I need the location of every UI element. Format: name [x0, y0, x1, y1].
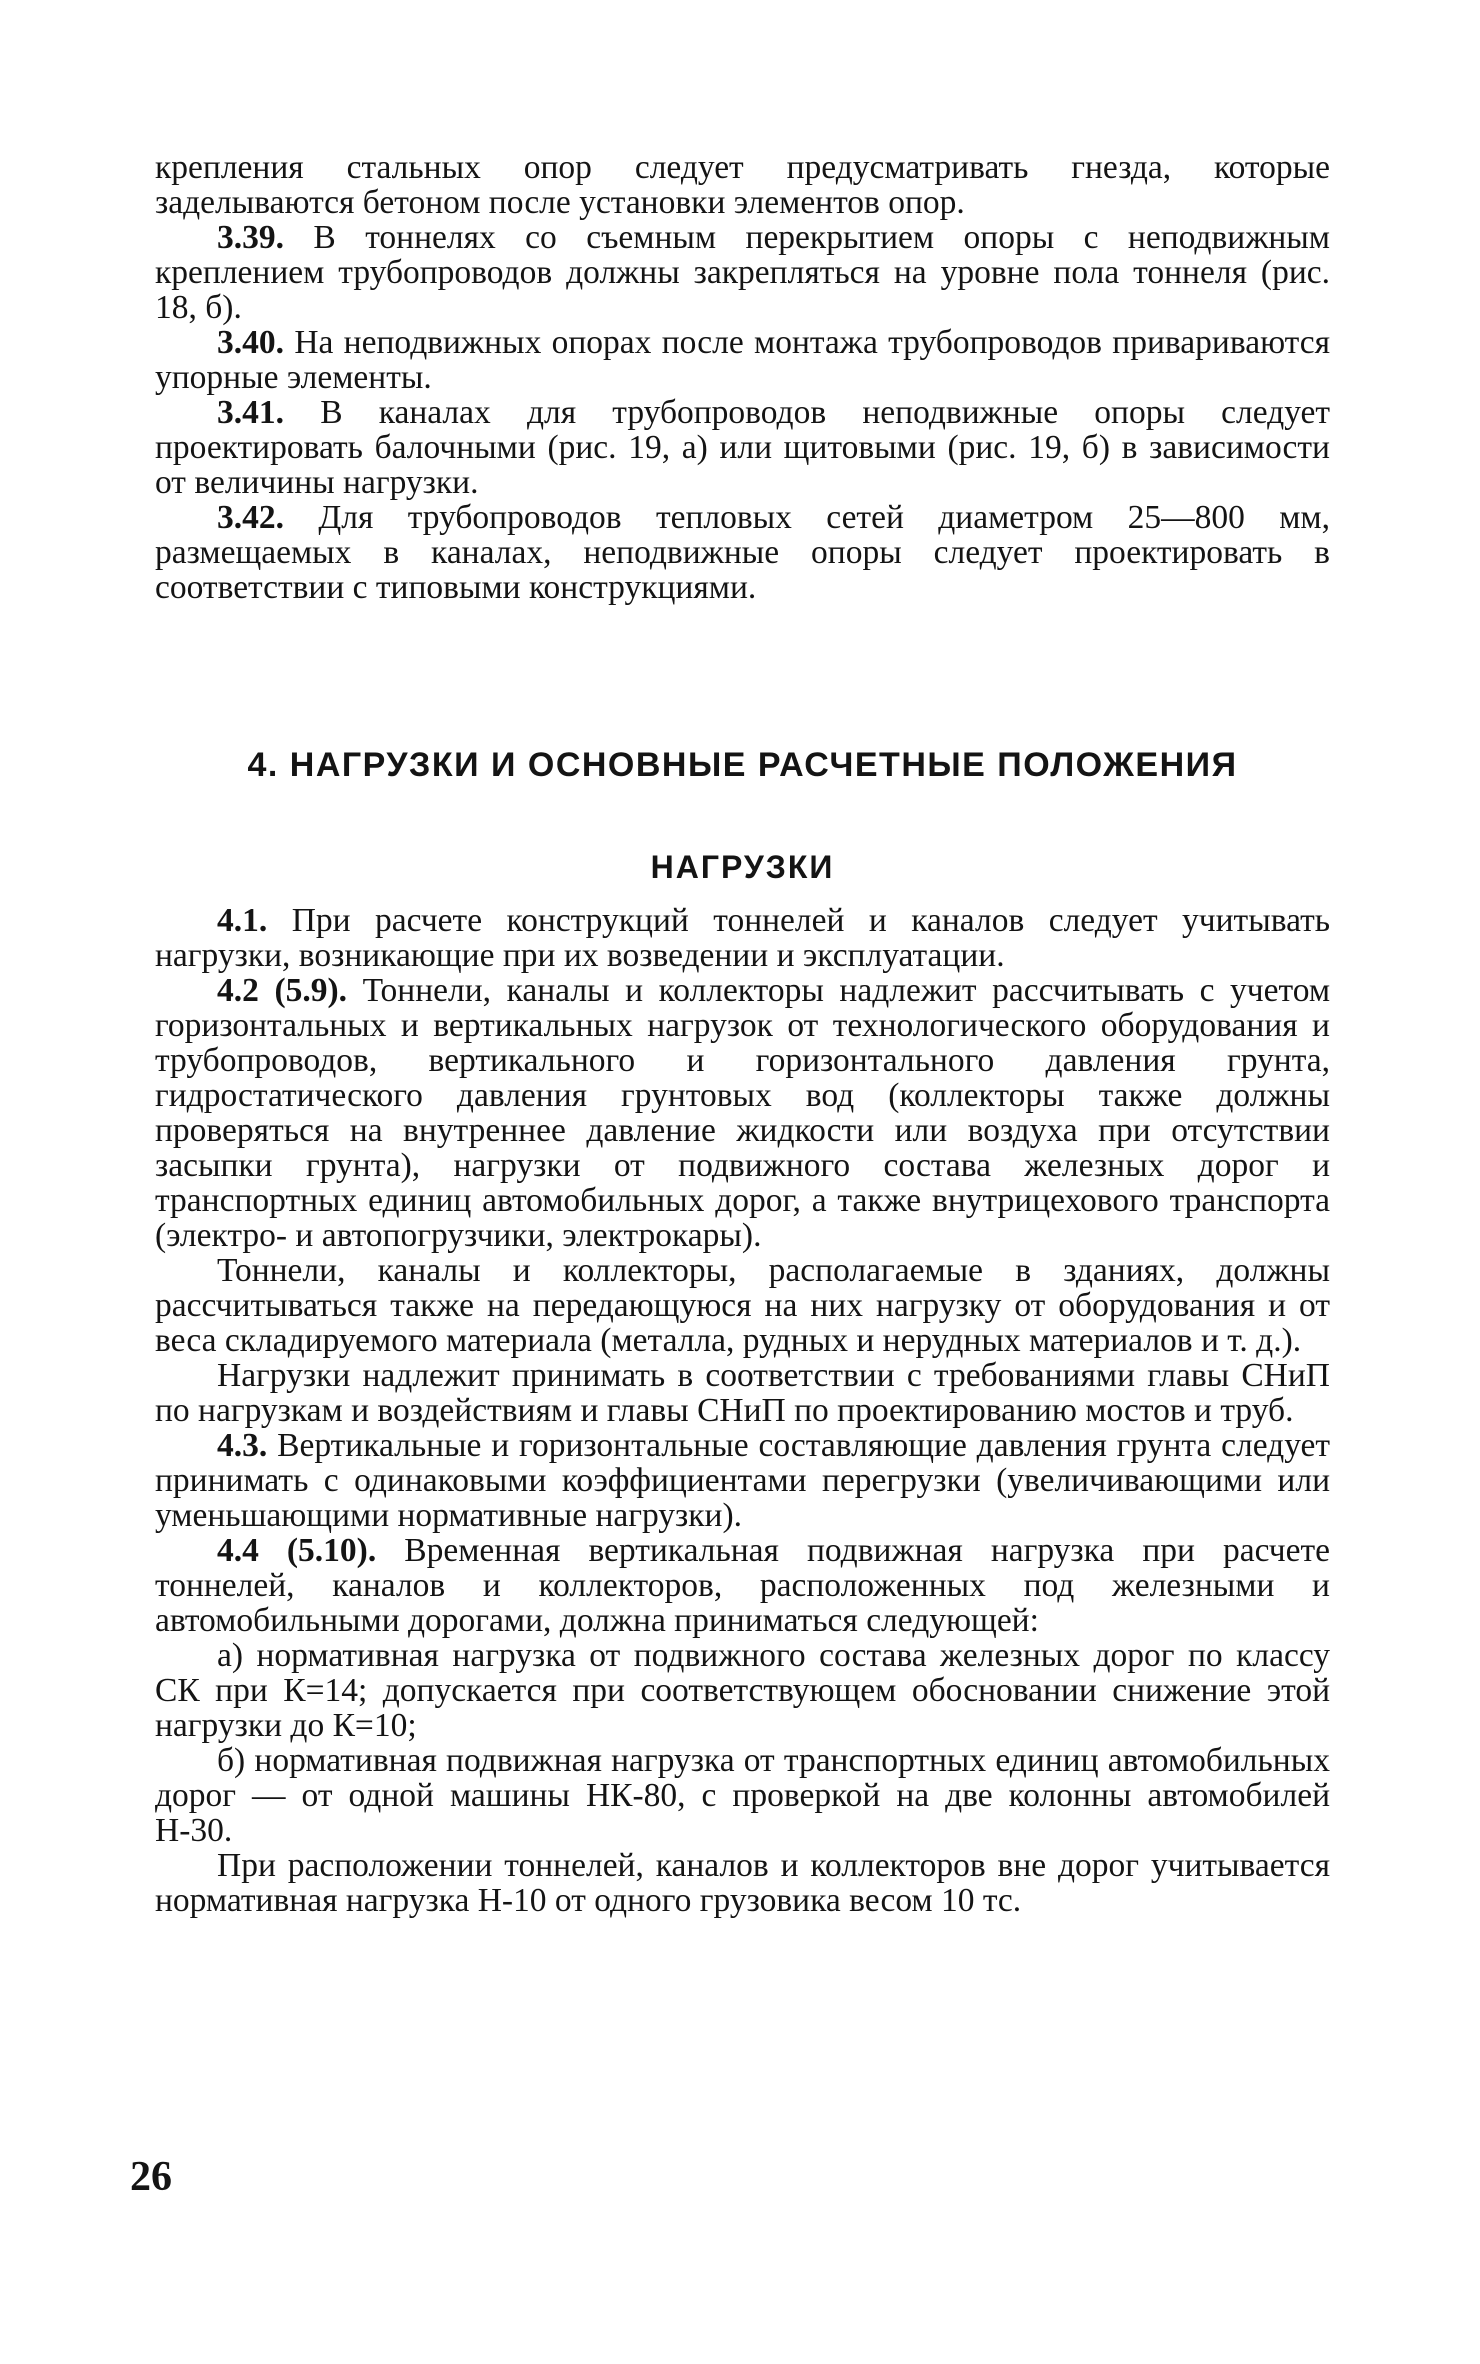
clause-text: В тоннелях со съемным перекрытием опоры с неподвижным креплением трубопроводов должны закрепляться на уровне пола тоннеля (рис. 18, б). [155, 219, 1330, 326]
clause-text: Вертикальные и горизонтальные составляющие давления грунта следует принимать с одинаковыми коэффициентами перегрузки (увеличивающими или уменьшающими нормативные нагрузки). [155, 1427, 1331, 1534]
page-number: 26 [130, 2154, 172, 2200]
clause-number: 4.3. [217, 1427, 268, 1464]
chapter-title: 4. НАГРУЗКИ И ОСНОВНЫЕ РАСЧЕТНЫЕ ПОЛОЖЕНИЯ [247, 746, 1238, 784]
clause-number: 4.4 (5.10). [217, 1532, 377, 1569]
paragraph-4-3 [155, 1428, 1330, 1533]
paragraph-4-2-snip: Нагрузки надлежит принимать в соответствии с требованиями главы СНиП по нагрузкам и воздействиям и главы СНиП по проектированию мостов и труб. [155, 1357, 1330, 1429]
page-content [155, 150, 1330, 1918]
paragraph-4-4 [155, 1533, 1330, 1638]
clause-text: На неподвижных опорах после монтажа трубопроводов привариваются упорные элементы. [155, 324, 1330, 396]
paragraph-4-4-outside-roads: При расположении тоннелей, каналов и коллекторов вне дорог учитывается нормативная нагрузка Н-10 от одного грузовика весом 10 тс. [155, 1847, 1330, 1919]
clause-number: 3.41. [217, 394, 284, 431]
clause-number: 3.42. [217, 499, 284, 536]
paragraph-4-4-a: а) нормативная нагрузка от подвижного состава железных дорог по классу СК при К=14; допускается при соответствующем обосновании снижение этой нагрузки до К=10; [155, 1637, 1330, 1744]
paragraph-3-41 [155, 395, 1330, 500]
clause-text: В каналах для трубопроводов неподвижные опоры следует проектировать балочными (рис. 19, а) или щитовыми (рис. 19, б) в зависимости от величины нагрузки. [155, 394, 1331, 501]
paragraph-3-40 [155, 325, 1330, 395]
paragraph-3-39 [155, 220, 1330, 325]
paragraph-4-2 [155, 973, 1330, 1253]
clause-text: Тоннели, каналы и коллекторы надлежит рассчитывать с учетом горизонтальных и вертикальных нагрузок от технологического оборудования и трубопроводов, вертикального и горизонтального давления грунта, гидростатического давления грунтовых вод (коллекторы также должны проверяться на внутреннее давление жидкости или воздуха при отсутствии засыпки грунта), нагрузки от подвижного состава железных дорог и транспортных единиц автомобильных дорог, а также внутрицехового транспорта (электро- и автопогрузчики, электрокары). [155, 972, 1331, 1254]
clause-number: 3.40. [217, 324, 284, 361]
section-heading: НАГРУЗКИ [650, 849, 835, 885]
clause-text: Для трубопроводов тепловых сетей диаметром 25—800 мм, размещаемых в каналах, неподвижные опоры следует проектировать в соответствии с типовыми конструкциями. [155, 499, 1331, 606]
paragraph-4-2-buildings: Тоннели, каналы и коллекторы, располагаемые в зданиях, должны рассчитываться также на передающуюся на них нагрузку от оборудования и от веса складируемого материала (металла, рудных и нерудных материалов и т. д.). [155, 1252, 1330, 1359]
clause-text: При расчете конструкций тоннелей и каналов следует учитывать нагрузки, возникающие при их возведении и эксплуатации. [155, 902, 1330, 974]
clause-number: 4.1. [217, 902, 268, 939]
clause-text: Временная вертикальная подвижная нагрузка при расчете тоннелей, каналов и коллекторов, расположенных под железными и автомобильными дорогами, должна приниматься следующей: [155, 1532, 1331, 1639]
paragraph-4-4-b: б) нормативная подвижная нагрузка от транспортных единиц автомобильных дорог — от одной машины НК-80, с проверкой на две колонны автомобилей Н-30. [155, 1742, 1330, 1849]
paragraph-continuation: крепления стальных опор следует предусматривать гнезда, которые заделываются бетоном после установки элементов опор. [155, 149, 1330, 221]
paragraph-4-1 [155, 903, 1330, 973]
paragraph-3-42 [155, 500, 1330, 605]
clause-number: 4.2 (5.9). [217, 972, 348, 1009]
clause-number: 3.39. [217, 219, 284, 256]
